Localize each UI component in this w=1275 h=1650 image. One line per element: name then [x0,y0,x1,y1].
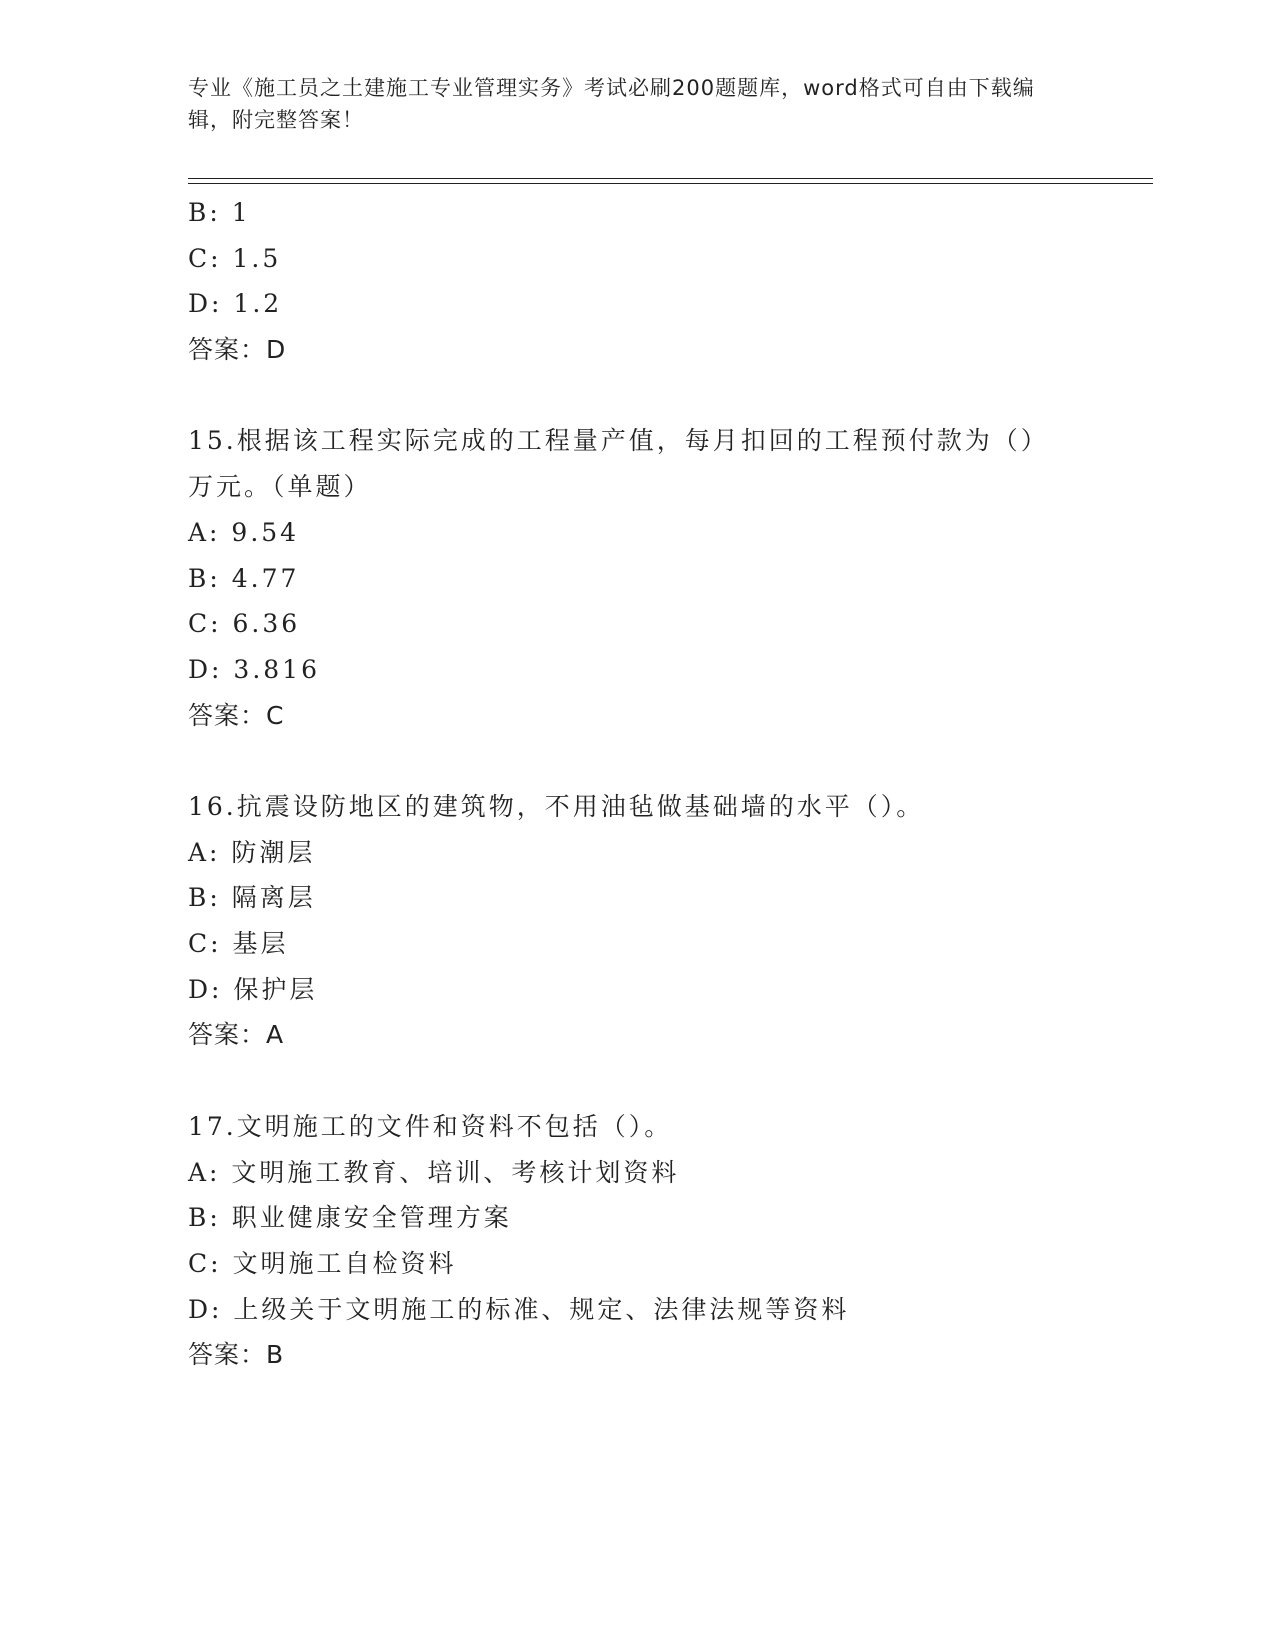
option-d: D: 保护层 [188,974,318,1004]
spacer [188,738,1148,784]
option-a: A: 文明施工教育、培训、考核计划资料 [188,1157,680,1187]
option-d: D: 3.816 [188,654,320,684]
spacer [188,373,1148,419]
question-14-continued [188,190,1148,373]
option-c: C: 基层 [188,929,289,959]
option-b: B: 职业健康安全管理方案 [188,1203,512,1233]
answer-line: 答案：A [188,1020,285,1050]
option-c: C: 1.5 [188,243,282,273]
option-c: C: 6.36 [188,609,301,639]
spacer [188,1058,1148,1104]
question-16 [188,784,1148,1058]
option-b: B: 4.77 [188,563,300,593]
option-c: C: 文明施工自检资料 [188,1248,457,1278]
option-b: B: 隔离层 [188,883,316,913]
answer-line: 答案：C [188,700,285,730]
option-d: D: 1.2 [188,289,283,319]
option-b: B: 1 [188,198,251,227]
option-a: A: 9.54 [188,517,300,547]
document-header: 专业《施工员之土建施工专业管理实务》考试必刷200题题库，word格式可自由下载编辑，附完整答案！ [188,76,1035,132]
question-stem: 17.文明施工的文件和资料不包括（）。 [188,1111,673,1141]
question-content [188,190,1148,1378]
option-a: A: 防潮层 [188,837,316,867]
question-stem: 15.根据该工程实际完成的工程量产值，每月扣回的工程预付款为（）万元。（单题） [188,426,1049,502]
answer-line: 答案：D [188,335,287,365]
option-d: D: 上级关于文明施工的标准、规定、法律法规等资料 [188,1294,850,1324]
question-stem: 16.抗震设防地区的建筑物，不用油毡做基础墙的水平（）。 [188,791,925,821]
question-15 [188,418,1148,738]
answer-line: 答案：B [188,1340,285,1370]
header-rule-top [188,178,1153,179]
question-17 [188,1104,1148,1378]
header-rule-bottom [188,183,1153,184]
